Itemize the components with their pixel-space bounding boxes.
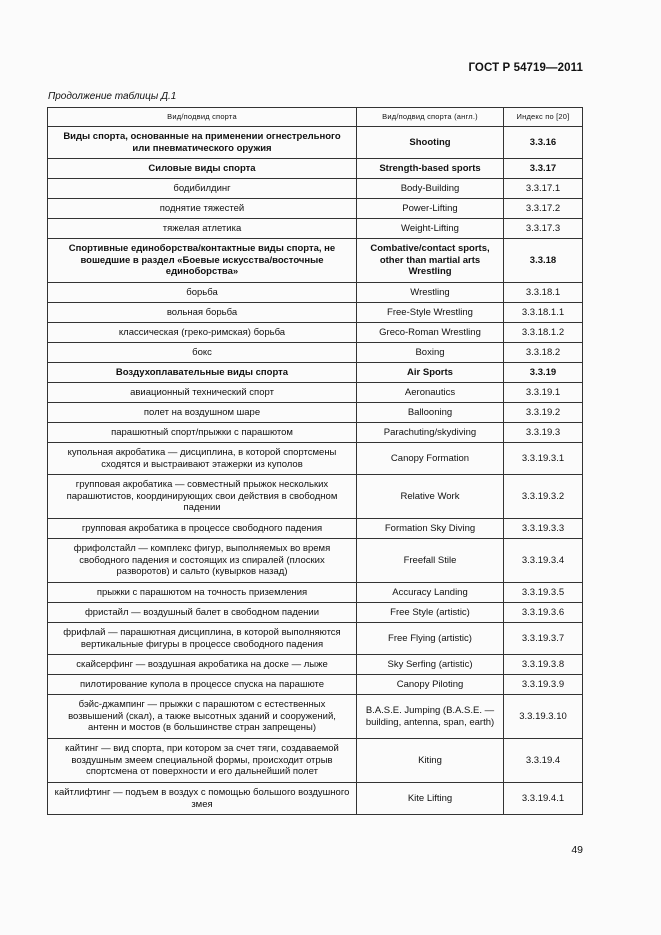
cell-index: 3.3.17.1	[504, 179, 583, 199]
cell-index: 3.3.19.3.10	[504, 695, 583, 739]
table-row	[48, 695, 583, 739]
cell-sport-ru: классическая (греко-римская) борьба	[48, 323, 357, 343]
cell-sport-en: Wrestling	[357, 283, 504, 303]
cell-sport-en: Free Style (artistic)	[357, 603, 504, 623]
column-header-en: Вид/подвид спорта (англ.)	[357, 108, 504, 127]
cell-sport-en: Free Flying (artistic)	[357, 623, 504, 655]
cell-index: 3.3.19.3.6	[504, 603, 583, 623]
table-row	[48, 323, 583, 343]
table-row	[48, 159, 583, 179]
cell-index: 3.3.17.3	[504, 219, 583, 239]
cell-sport-ru: парашютный спорт/прыжки с парашютом	[48, 423, 357, 443]
cell-sport-en: Kite Lifting	[357, 783, 504, 815]
cell-sport-ru: вольная борьба	[48, 303, 357, 323]
cell-sport-en: Canopy Formation	[357, 443, 504, 475]
table-row	[48, 283, 583, 303]
cell-index: 3.3.19.1	[504, 383, 583, 403]
table-row	[48, 199, 583, 219]
table-row	[48, 343, 583, 363]
cell-sport-en: Accuracy Landing	[357, 583, 504, 603]
sports-table	[47, 107, 583, 815]
table-row	[48, 675, 583, 695]
table-row	[48, 443, 583, 475]
table-row	[48, 519, 583, 539]
cell-index: 3.3.19.3.8	[504, 655, 583, 675]
table-row	[48, 219, 583, 239]
cell-sport-ru: прыжки с парашютом на точность приземления	[48, 583, 357, 603]
cell-sport-en: Relative Work	[357, 475, 504, 519]
cell-sport-en: Strength-based sports	[357, 159, 504, 179]
cell-index: 3.3.18	[504, 239, 583, 283]
cell-sport-en: Aeronautics	[357, 383, 504, 403]
page-number: 49	[571, 844, 583, 856]
cell-sport-en: Shooting	[357, 127, 504, 159]
table-row	[48, 363, 583, 383]
column-header-ru: Вид/подвид спорта	[48, 108, 357, 127]
cell-sport-ru: борьба	[48, 283, 357, 303]
cell-index: 3.3.19.4.1	[504, 783, 583, 815]
table-row	[48, 127, 583, 159]
cell-index: 3.3.19.3.3	[504, 519, 583, 539]
table-row	[48, 239, 583, 283]
cell-index: 3.3.19.3.7	[504, 623, 583, 655]
cell-sport-en: Kiting	[357, 739, 504, 783]
cell-sport-ru: бодибилдинг	[48, 179, 357, 199]
cell-index: 3.3.19.3.9	[504, 675, 583, 695]
cell-sport-ru: тяжелая атлетика	[48, 219, 357, 239]
cell-sport-en: Ballooning	[357, 403, 504, 423]
cell-index: 3.3.19.3.2	[504, 475, 583, 519]
cell-sport-en: Greco-Roman Wrestling	[357, 323, 504, 343]
cell-sport-en: Sky Serfing (artistic)	[357, 655, 504, 675]
cell-index: 3.3.18.1.2	[504, 323, 583, 343]
cell-sport-ru: авиационный технический спорт	[48, 383, 357, 403]
cell-sport-ru: Воздухоплавательные виды спорта	[48, 363, 357, 383]
table-header-row	[48, 108, 583, 127]
table-row	[48, 403, 583, 423]
cell-sport-en: Canopy Piloting	[357, 675, 504, 695]
cell-index: 3.3.18.1	[504, 283, 583, 303]
table-row	[48, 583, 583, 603]
cell-sport-ru: фрифолстайл — комплекс фигур, выполняемых во время свободного падения и состоящих из спиралей (плоских разворотов) и сальто (кувырков назад)	[48, 539, 357, 583]
table-row	[48, 783, 583, 815]
cell-sport-ru: кайтлифтинг — подъем в воздух с помощью большого воздушного змея	[48, 783, 357, 815]
cell-sport-ru: бэйс-джампинг — прыжки с парашютом с естественных возвышений (скал), а также высотных зданий и сооружений, антенн и мостов (в большинстве стран запрещены)	[48, 695, 357, 739]
cell-index: 3.3.18.1.1	[504, 303, 583, 323]
cell-sport-en: Air Sports	[357, 363, 504, 383]
cell-index: 3.3.17	[504, 159, 583, 179]
cell-index: 3.3.19.3.5	[504, 583, 583, 603]
table-row	[48, 655, 583, 675]
cell-index: 3.3.17.2	[504, 199, 583, 219]
cell-sport-en: Free-Style Wrestling	[357, 303, 504, 323]
cell-sport-ru: Виды спорта, основанные на применении огнестрельного или пневматического оружия	[48, 127, 357, 159]
table-row	[48, 179, 583, 199]
cell-index: 3.3.16	[504, 127, 583, 159]
cell-index: 3.3.19.4	[504, 739, 583, 783]
cell-sport-ru: скайсерфинг — воздушная акробатика на доске — лыже	[48, 655, 357, 675]
table-row	[48, 303, 583, 323]
cell-sport-en: B.A.S.E. Jumping (B.A.S.E. — building, antenna, span, earth)	[357, 695, 504, 739]
cell-sport-ru: Спортивные единоборства/контактные виды спорта, не вошедшие в раздел «Боевые искусства/восточные единоборства»	[48, 239, 357, 283]
cell-sport-ru: пилотирование купола в процессе спуска на парашюте	[48, 675, 357, 695]
cell-sport-en: Formation Sky Diving	[357, 519, 504, 539]
table-row	[48, 603, 583, 623]
cell-sport-en: Power-Lifting	[357, 199, 504, 219]
cell-sport-en: Freefall Stile	[357, 539, 504, 583]
cell-sport-en: Weight-Lifting	[357, 219, 504, 239]
cell-index: 3.3.18.2	[504, 343, 583, 363]
table-row	[48, 423, 583, 443]
cell-sport-ru: Силовые виды спорта	[48, 159, 357, 179]
cell-index: 3.3.19.2	[504, 403, 583, 423]
cell-sport-ru: поднятие тяжестей	[48, 199, 357, 219]
cell-sport-ru: фристайл — воздушный балет в свободном падении	[48, 603, 357, 623]
cell-index: 3.3.19.3.1	[504, 443, 583, 475]
cell-sport-ru: полет на воздушном шаре	[48, 403, 357, 423]
document-code: ГОСТ Р 54719—2011	[468, 62, 583, 74]
cell-index: 3.3.19	[504, 363, 583, 383]
cell-sport-ru: фрифлай — парашютная дисциплина, в которой выполняются вертикальные фигуры в процессе свободного падения	[48, 623, 357, 655]
table-row	[48, 539, 583, 583]
cell-sport-ru: групповая акробатика в процессе свободного падения	[48, 519, 357, 539]
cell-sport-en: Parachuting/skydiving	[357, 423, 504, 443]
cell-sport-en: Boxing	[357, 343, 504, 363]
cell-sport-en: Combative/contact sports, other than martial arts Wrestling	[357, 239, 504, 283]
cell-sport-ru: бокс	[48, 343, 357, 363]
cell-sport-ru: кайтинг — вид спорта, при котором за счет тяги, создаваемой воздушным змеем специальной формы, происходит отрыв спортсмена от поверхности и его дальнейший полет	[48, 739, 357, 783]
cell-sport-ru: купольная акробатика — дисциплина, в которой спортсмены сходятся и выстраивают этажерки из куполов	[48, 443, 357, 475]
table-row	[48, 623, 583, 655]
table-row	[48, 475, 583, 519]
table-caption: Продолжение таблицы Д.1	[48, 91, 177, 102]
cell-index: 3.3.19.3	[504, 423, 583, 443]
cell-sport-ru: групповая акробатика — совместный прыжок нескольких парашютистов, координирующих свои действия в свободном падении	[48, 475, 357, 519]
cell-sport-en: Body-Building	[357, 179, 504, 199]
table-row	[48, 383, 583, 403]
column-header-index: Индекс по [20]	[504, 108, 583, 127]
table-row	[48, 739, 583, 783]
cell-index: 3.3.19.3.4	[504, 539, 583, 583]
